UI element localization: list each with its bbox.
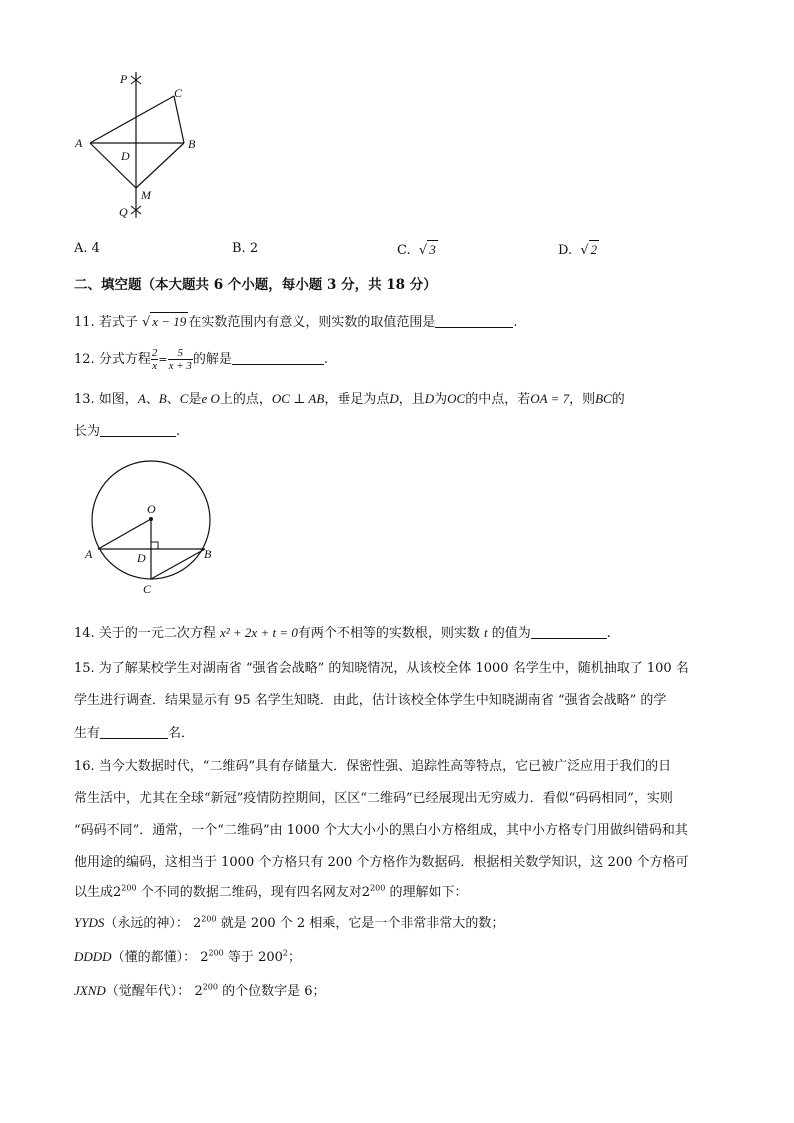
power-exp: 200: [202, 982, 218, 992]
q10-option-d: D. √ 2: [558, 242, 598, 258]
q12-left-den: x: [152, 360, 158, 372]
label-q: Q: [119, 205, 128, 219]
label-c: C: [143, 582, 152, 596]
q15-line3-suffix: 名．: [168, 726, 195, 741]
q13-part: C: [179, 391, 189, 406]
q13-part: 是: [188, 392, 202, 407]
label-d: D: [137, 551, 146, 565]
option-b-value: 2: [249, 241, 259, 256]
question-13-line2: [74, 422, 180, 441]
dddd-end: ；: [288, 950, 302, 965]
option-a-label: A.: [74, 241, 88, 256]
q13-part: A: [137, 391, 146, 406]
label-d: D: [121, 149, 130, 163]
question-12: [74, 344, 328, 376]
power-exp: 200: [370, 883, 386, 893]
q12-right-num: 5: [168, 347, 193, 360]
question-16-line1: 16. 当今大数据时代，“二维码”具有存储量大．保密性强、追踪性高等特点，它已被广泛应用于我们的日: [74, 759, 672, 774]
q12-number: 12.: [74, 352, 95, 367]
q11-suffix: 在实数范围内有意义，则实数的取值范围是: [188, 315, 436, 330]
label-p: P: [120, 72, 128, 86]
jxnd-name: JXND: [74, 983, 106, 998]
q13-part: 为: [434, 392, 448, 407]
label-b: B: [188, 137, 196, 151]
q15-line3-prefix: 生有: [74, 726, 101, 741]
q13-answer-blank[interactable]: [100, 422, 176, 437]
q13-part: e O: [201, 391, 220, 406]
q12-right-den: x + 3: [168, 360, 192, 372]
power-exp: 200: [121, 883, 137, 893]
question-16-line4: 他用途的编码，这相当于 1000 个方格只有 200 个方格作为数据码．根据相关数学知识，这 200 个方格可: [74, 855, 689, 870]
option-a-value: 4: [91, 241, 100, 256]
q14-answer-blank[interactable]: [531, 624, 607, 639]
option-b-label: B.: [232, 241, 246, 256]
q12-right-fraction: [168, 347, 193, 372]
power-base: 2: [113, 885, 122, 900]
label-m: M: [141, 188, 151, 202]
q14-var: t: [484, 625, 488, 640]
q13-part: ，垂足为点: [324, 392, 390, 407]
yyds-note: （永远的神）：: [104, 916, 189, 931]
q13-line2-prefix: 长为: [74, 424, 101, 439]
q14-prefix: 关于的一元二次方程: [98, 626, 216, 641]
option-d-radicand: 2: [590, 242, 598, 257]
yyds-statement: [74, 914, 504, 933]
label-c: C: [174, 86, 183, 100]
question-15-line2: 学生进行调查．结果显示有 95 名学生知晓．由此，估计该校全体学生中知晓湖南省 “强省会战略” 的学: [74, 693, 667, 708]
q13-part: 的中点，若: [465, 392, 531, 407]
q13-part: 上的点，: [219, 392, 272, 407]
question-13-line1: [74, 390, 625, 409]
q11-answer-blank[interactable]: [435, 313, 513, 328]
label-b: B: [204, 547, 212, 561]
q10-option-c: C. √ 3: [397, 242, 436, 258]
right-angle-mark: [151, 542, 158, 549]
q13-part: 13. 如图，: [74, 392, 138, 407]
question-14: [74, 624, 611, 643]
power-base: 2: [193, 916, 202, 931]
q13-part: B: [158, 391, 167, 406]
q15-answer-blank[interactable]: [100, 724, 168, 739]
q13-part: 、: [145, 392, 159, 407]
dddd-exp: 2: [282, 948, 288, 958]
q16-line5-c: 的理解如下：: [389, 885, 468, 900]
q16-line5-b: 个不同的数据二维码，现有四名网友对: [140, 885, 362, 900]
yyds-name: YYDS: [74, 915, 105, 930]
q13-part: 的: [611, 392, 625, 407]
q13-part: OC: [447, 391, 466, 406]
q12-end: .: [323, 352, 329, 367]
figure-circle: [80, 460, 225, 600]
question-15-line3: [74, 724, 194, 743]
q12-eq: =: [158, 353, 168, 366]
option-c-label: C.: [397, 243, 411, 258]
option-c-radicand: 3: [429, 242, 436, 257]
q11-radicand: x − 19: [152, 314, 187, 329]
q13-end: .: [176, 424, 181, 439]
section-title: 二、填空题（本大题共 6 个小题，每小题 3 分，共 18 分）: [74, 277, 437, 293]
jxnd-note: （觉醒年代）：: [105, 984, 191, 999]
dddd-base: 200: [258, 950, 283, 965]
q13-part: BC: [595, 391, 612, 406]
power-base: 2: [361, 885, 371, 900]
q13-part: D: [389, 391, 399, 406]
line-b-m: [136, 143, 184, 188]
q13-part: 、: [166, 392, 180, 407]
power-base: 2: [194, 984, 203, 999]
q14-equation: x² + 2x + t = 0: [219, 625, 298, 640]
q11-end: .: [513, 315, 518, 330]
q11-prefix: 若式子: [98, 315, 138, 330]
dddd-note: （懂的都懂）：: [111, 950, 197, 965]
q14-suffix: 的值为: [491, 626, 531, 641]
question-16-line5: [74, 884, 467, 902]
q13-part: OC ⊥ AB: [271, 391, 325, 406]
power-exp: 200: [201, 914, 217, 924]
question-15-line1: 15. 为了解某校学生对湖南省 “强省会战略” 的知晓情况，从该校全体 1000 名学生中，随机抽取了 100 名: [74, 661, 689, 676]
radius-oa: [98, 519, 151, 549]
q14-end: .: [606, 626, 611, 641]
label-a: A: [85, 547, 93, 561]
q11-number: 11.: [74, 315, 95, 330]
q13-part: OA = 7: [530, 391, 570, 406]
label-a: A: [75, 136, 83, 150]
q13-part: ，则: [569, 392, 596, 407]
line-a-c: [90, 96, 174, 143]
q14-middle: 有两个不相等的实数根，则实数: [297, 626, 480, 641]
q14-number: 14.: [74, 626, 95, 641]
q10-option-b: [232, 240, 258, 258]
segment-bc: [151, 549, 205, 579]
dddd-name: DDDD: [74, 949, 112, 964]
q16-line5-a: 以生成: [74, 885, 114, 900]
power-base: 2: [200, 950, 209, 965]
q10-option-a: [74, 240, 100, 258]
question-16-line2: 常生活中，尤其在全球“新冠”疫情防控期间，区区“二维码”已经展现出无穷威力．看似“码码相同”，实则: [74, 791, 673, 806]
figure-quadrilateral: [70, 68, 220, 223]
q12-prefix: 分式方程: [98, 352, 151, 367]
center-dot: [149, 517, 153, 521]
dddd-statement: [74, 948, 301, 967]
power-exp: 200: [208, 948, 224, 958]
jxnd-statement: [74, 982, 326, 1001]
q12-answer-blank[interactable]: [232, 350, 324, 365]
line-c-b: [174, 96, 184, 143]
option-d-label: D.: [558, 243, 573, 258]
jxnd-text: 的个位数字是 6；: [222, 984, 326, 999]
question-11: 11. 若式子 √ x − 19 在实数范围内有意义，则实数的取值范围是 .: [74, 314, 518, 330]
q13-part: D: [424, 391, 435, 406]
q12-suffix: 的解是: [192, 352, 232, 367]
label-o: O: [147, 502, 156, 516]
yyds-text: 就是 200 个 2 相乘，它是一个非常非常大的数；: [220, 916, 505, 931]
question-16-line3: “码码不同”．通常，一个“二维码”由 1000 个大大小小的黑白小方格组成，其中小方格专门用做纠错码和其: [74, 823, 688, 838]
q12-left-num: 2: [151, 347, 158, 359]
dddd-text1: 等于: [227, 950, 254, 965]
q13-part: ，且: [398, 392, 425, 407]
